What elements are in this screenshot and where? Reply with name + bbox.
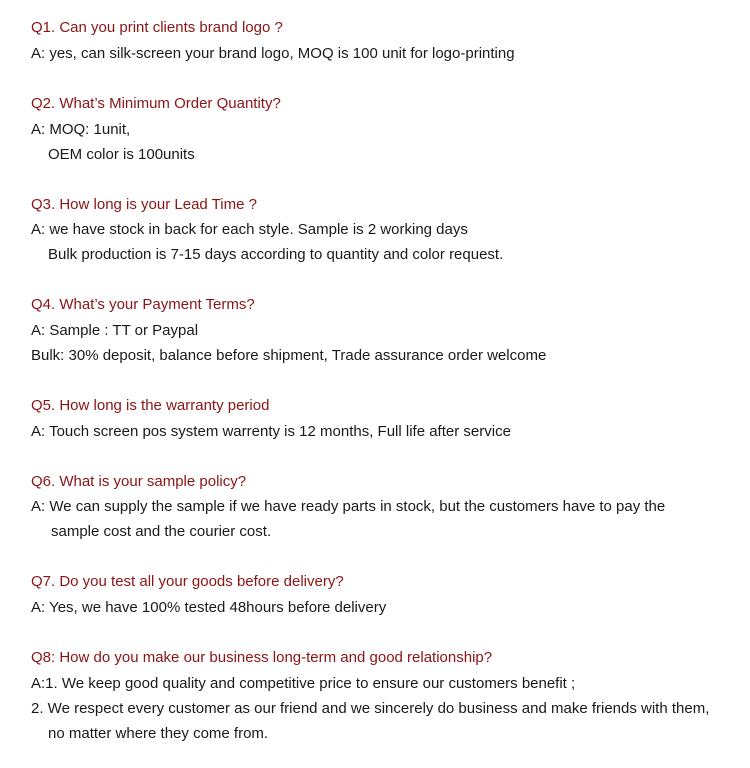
answer-8-line-3: no matter where they come from. [48,725,269,742]
answer-8-line-1: A:1. We keep good quality and competitive price to ensure our customers benefit ; [31,675,576,692]
question-8: Q8: How do you make our business long-term and good relationship? [31,649,493,666]
answer-4-line-1: A: Sample : TT or Paypal [31,322,199,339]
question-2: Q2. What’s Minimum Order Quantity? [31,95,281,112]
answer-8-line-2: 2. We respect every customer as our friend and we sincerely do business and make friends with them, [31,700,710,717]
question-5: Q5. How long is the warranty period [31,397,270,414]
answer-1-line-1: A: yes, can silk-screen your brand logo, MOQ is 100 unit for logo-printing [31,45,515,62]
question-3: Q3. How long is your Lead Time ? [31,196,257,213]
answer-7-line-1: A: Yes, we have 100% tested 48hours before delivery [31,599,387,616]
answer-5-line-1: A: Touch screen pos system warrenty is 12 months, Full life after service [31,423,511,440]
question-7: Q7. Do you test all your goods before delivery? [31,573,344,590]
answer-6-line-1: A: We can supply the sample if we have ready parts in stock, but the customers have to pay the [31,498,666,515]
question-6: Q6. What is your sample policy? [31,473,247,490]
question-4: Q4. What’s your Payment Terms? [31,296,255,313]
answer-2-line-1: A: MOQ: 1unit, [31,121,131,138]
question-1: Q1. Can you print clients brand logo ? [31,19,283,36]
answer-6-line-2: sample cost and the courier cost. [51,523,272,540]
answer-2-line-2: OEM color is 100units [48,146,195,163]
answer-3-line-2: Bulk production is 7-15 days according to quantity and color request. [48,246,504,263]
answer-4-line-2: Bulk: 30% deposit, balance before shipment, Trade assurance order welcome [31,347,547,364]
answer-3-line-1: A: we have stock in back for each style. Sample is 2 working days [31,221,468,238]
